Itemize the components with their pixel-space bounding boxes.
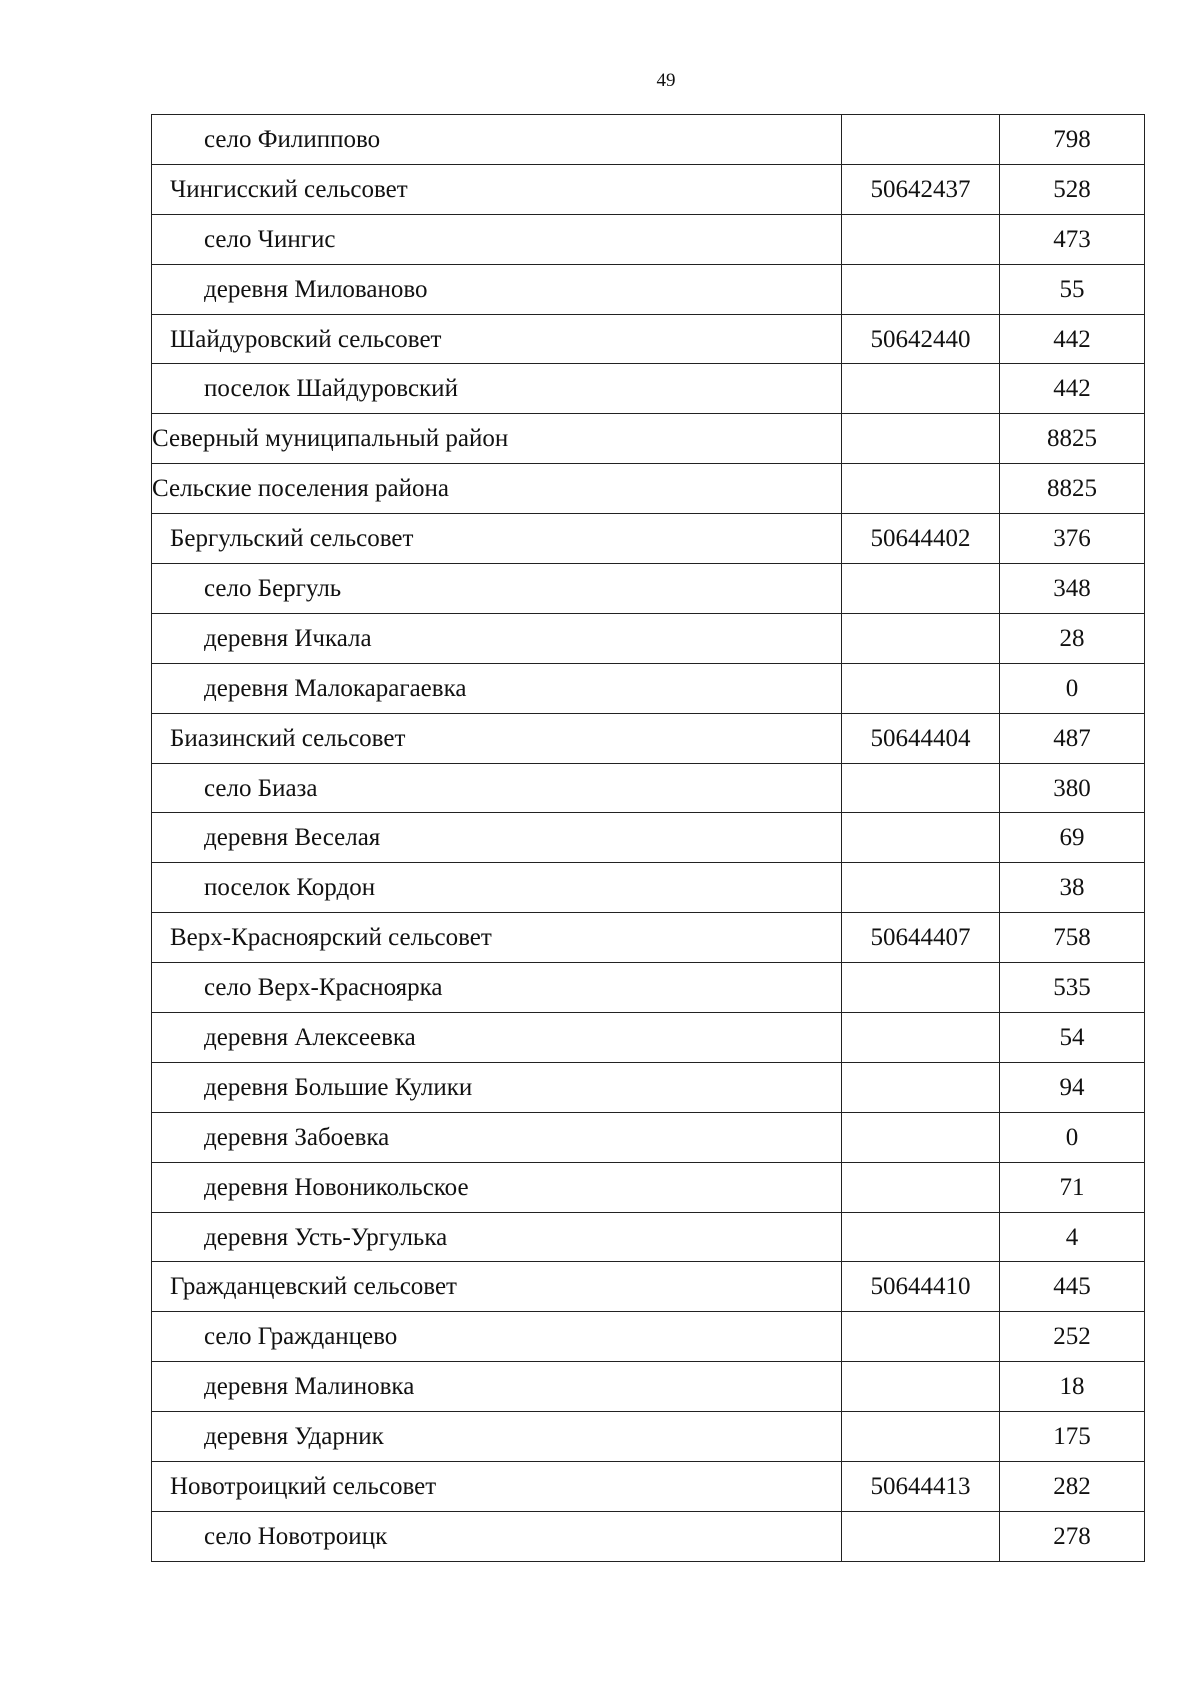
population-cell: 8825 <box>1000 414 1145 464</box>
settlement-name-cell: село Гражданцево <box>152 1312 842 1362</box>
settlement-name-cell: село Новотроицк <box>152 1511 842 1561</box>
table-row <box>152 364 1145 414</box>
oktmo-code-cell: 50642440 <box>842 314 1000 364</box>
population-cell: 4 <box>1000 1212 1145 1262</box>
settlement-name-cell: Чингисский сельсовет <box>152 164 842 214</box>
population-cell: 535 <box>1000 963 1145 1013</box>
oktmo-code-cell: 50644413 <box>842 1462 1000 1512</box>
settlement-name-cell: Северный муниципальный район <box>152 414 842 464</box>
oktmo-code-cell: 50644407 <box>842 913 1000 963</box>
population-cell: 69 <box>1000 813 1145 863</box>
population-cell: 38 <box>1000 863 1145 913</box>
settlement-name-cell: село Биаза <box>152 763 842 813</box>
oktmo-code-cell <box>842 1062 1000 1112</box>
population-cell: 18 <box>1000 1362 1145 1412</box>
oktmo-code-cell <box>842 763 1000 813</box>
table-row <box>152 863 1145 913</box>
settlement-name-cell: деревня Новоникольское <box>152 1162 842 1212</box>
settlement-name-cell: село Чингис <box>152 214 842 264</box>
oktmo-code-cell <box>842 1162 1000 1212</box>
population-cell: 758 <box>1000 913 1145 963</box>
table-row <box>152 1112 1145 1162</box>
oktmo-code-cell <box>842 1013 1000 1063</box>
settlement-name-cell: деревня Усть-Ургулька <box>152 1212 842 1262</box>
table-row <box>152 1162 1145 1212</box>
oktmo-code-cell <box>842 663 1000 713</box>
table-row <box>152 963 1145 1013</box>
oktmo-code-cell <box>842 1312 1000 1362</box>
settlement-name-cell: деревня Малокарагаевка <box>152 663 842 713</box>
oktmo-code-cell <box>842 414 1000 464</box>
oktmo-code-cell <box>842 863 1000 913</box>
oktmo-code-cell: 50642437 <box>842 164 1000 214</box>
table-body <box>152 115 1145 1562</box>
table-row <box>152 713 1145 763</box>
population-cell: 487 <box>1000 713 1145 763</box>
table-row <box>152 913 1145 963</box>
population-cell: 798 <box>1000 115 1145 165</box>
settlement-name-cell: село Верх-Красноярка <box>152 963 842 1013</box>
oktmo-code-cell <box>842 214 1000 264</box>
settlements-table <box>151 114 1145 1562</box>
population-cell: 473 <box>1000 214 1145 264</box>
table-row <box>152 214 1145 264</box>
population-cell: 442 <box>1000 364 1145 414</box>
oktmo-code-cell <box>842 464 1000 514</box>
settlement-name-cell: Шайдуровский сельсовет <box>152 314 842 364</box>
population-cell: 54 <box>1000 1013 1145 1063</box>
oktmo-code-cell <box>842 813 1000 863</box>
oktmo-code-cell <box>842 963 1000 1013</box>
table-row <box>152 1062 1145 1112</box>
oktmo-code-cell <box>842 264 1000 314</box>
population-cell: 348 <box>1000 564 1145 614</box>
table-row <box>152 264 1145 314</box>
population-cell: 55 <box>1000 264 1145 314</box>
population-cell: 28 <box>1000 613 1145 663</box>
table-row <box>152 314 1145 364</box>
table-row <box>152 763 1145 813</box>
oktmo-code-cell <box>842 1212 1000 1262</box>
settlement-name-cell: деревня Милованово <box>152 264 842 314</box>
table-row <box>152 1362 1145 1412</box>
settlement-name-cell: Верх-Красноярский сельсовет <box>152 913 842 963</box>
population-cell: 376 <box>1000 514 1145 564</box>
population-cell: 528 <box>1000 164 1145 214</box>
population-cell: 0 <box>1000 1112 1145 1162</box>
oktmo-code-cell <box>842 1412 1000 1462</box>
settlement-name-cell: деревня Веселая <box>152 813 842 863</box>
oktmo-code-cell: 50644402 <box>842 514 1000 564</box>
oktmo-code-cell: 50644404 <box>842 713 1000 763</box>
settlement-name-cell: деревня Забоевка <box>152 1112 842 1162</box>
population-cell: 445 <box>1000 1262 1145 1312</box>
oktmo-code-cell <box>842 564 1000 614</box>
settlement-name-cell: поселок Шайдуровский <box>152 364 842 414</box>
oktmo-code-cell <box>842 364 1000 414</box>
settlement-name-cell: село Филиппово <box>152 115 842 165</box>
population-cell: 252 <box>1000 1312 1145 1362</box>
population-cell: 380 <box>1000 763 1145 813</box>
oktmo-code-cell <box>842 1112 1000 1162</box>
page-number: 49 <box>656 70 676 91</box>
table-row <box>152 813 1145 863</box>
table-row <box>152 115 1145 165</box>
oktmo-code-cell <box>842 613 1000 663</box>
population-cell: 8825 <box>1000 464 1145 514</box>
settlement-name-cell: деревня Ударник <box>152 1412 842 1462</box>
table-row <box>152 1462 1145 1512</box>
table-row <box>152 164 1145 214</box>
table-row <box>152 464 1145 514</box>
settlement-name-cell: деревня Малиновка <box>152 1362 842 1412</box>
table-row <box>152 1412 1145 1462</box>
population-cell: 175 <box>1000 1412 1145 1462</box>
population-cell: 282 <box>1000 1462 1145 1512</box>
settlement-name-cell: Новотроицкий сельсовет <box>152 1462 842 1512</box>
table-row <box>152 1312 1145 1362</box>
population-cell: 278 <box>1000 1511 1145 1561</box>
table-row <box>152 613 1145 663</box>
oktmo-code-cell <box>842 1511 1000 1561</box>
population-cell: 71 <box>1000 1162 1145 1212</box>
settlement-name-cell: Сельские поселения района <box>152 464 842 514</box>
population-cell: 0 <box>1000 663 1145 713</box>
oktmo-code-cell <box>842 1362 1000 1412</box>
settlement-name-cell: село Бергуль <box>152 564 842 614</box>
settlement-name-cell: деревня Алексеевка <box>152 1013 842 1063</box>
settlement-name-cell: поселок Кордон <box>152 863 842 913</box>
table-row <box>152 564 1145 614</box>
oktmo-code-cell <box>842 115 1000 165</box>
table-row <box>152 1013 1145 1063</box>
oktmo-code-cell: 50644410 <box>842 1262 1000 1312</box>
table-row <box>152 1212 1145 1262</box>
table-row <box>152 514 1145 564</box>
table-row <box>152 414 1145 464</box>
population-cell: 442 <box>1000 314 1145 364</box>
table-row <box>152 1262 1145 1312</box>
table-row <box>152 1511 1145 1561</box>
settlement-name-cell: деревня Ичкала <box>152 613 842 663</box>
settlement-name-cell: Гражданцевский сельсовет <box>152 1262 842 1312</box>
population-cell: 94 <box>1000 1062 1145 1112</box>
settlement-name-cell: Биазинский сельсовет <box>152 713 842 763</box>
table-row <box>152 663 1145 713</box>
settlement-name-cell: Бергульский сельсовет <box>152 514 842 564</box>
settlement-name-cell: деревня Большие Кулики <box>152 1062 842 1112</box>
